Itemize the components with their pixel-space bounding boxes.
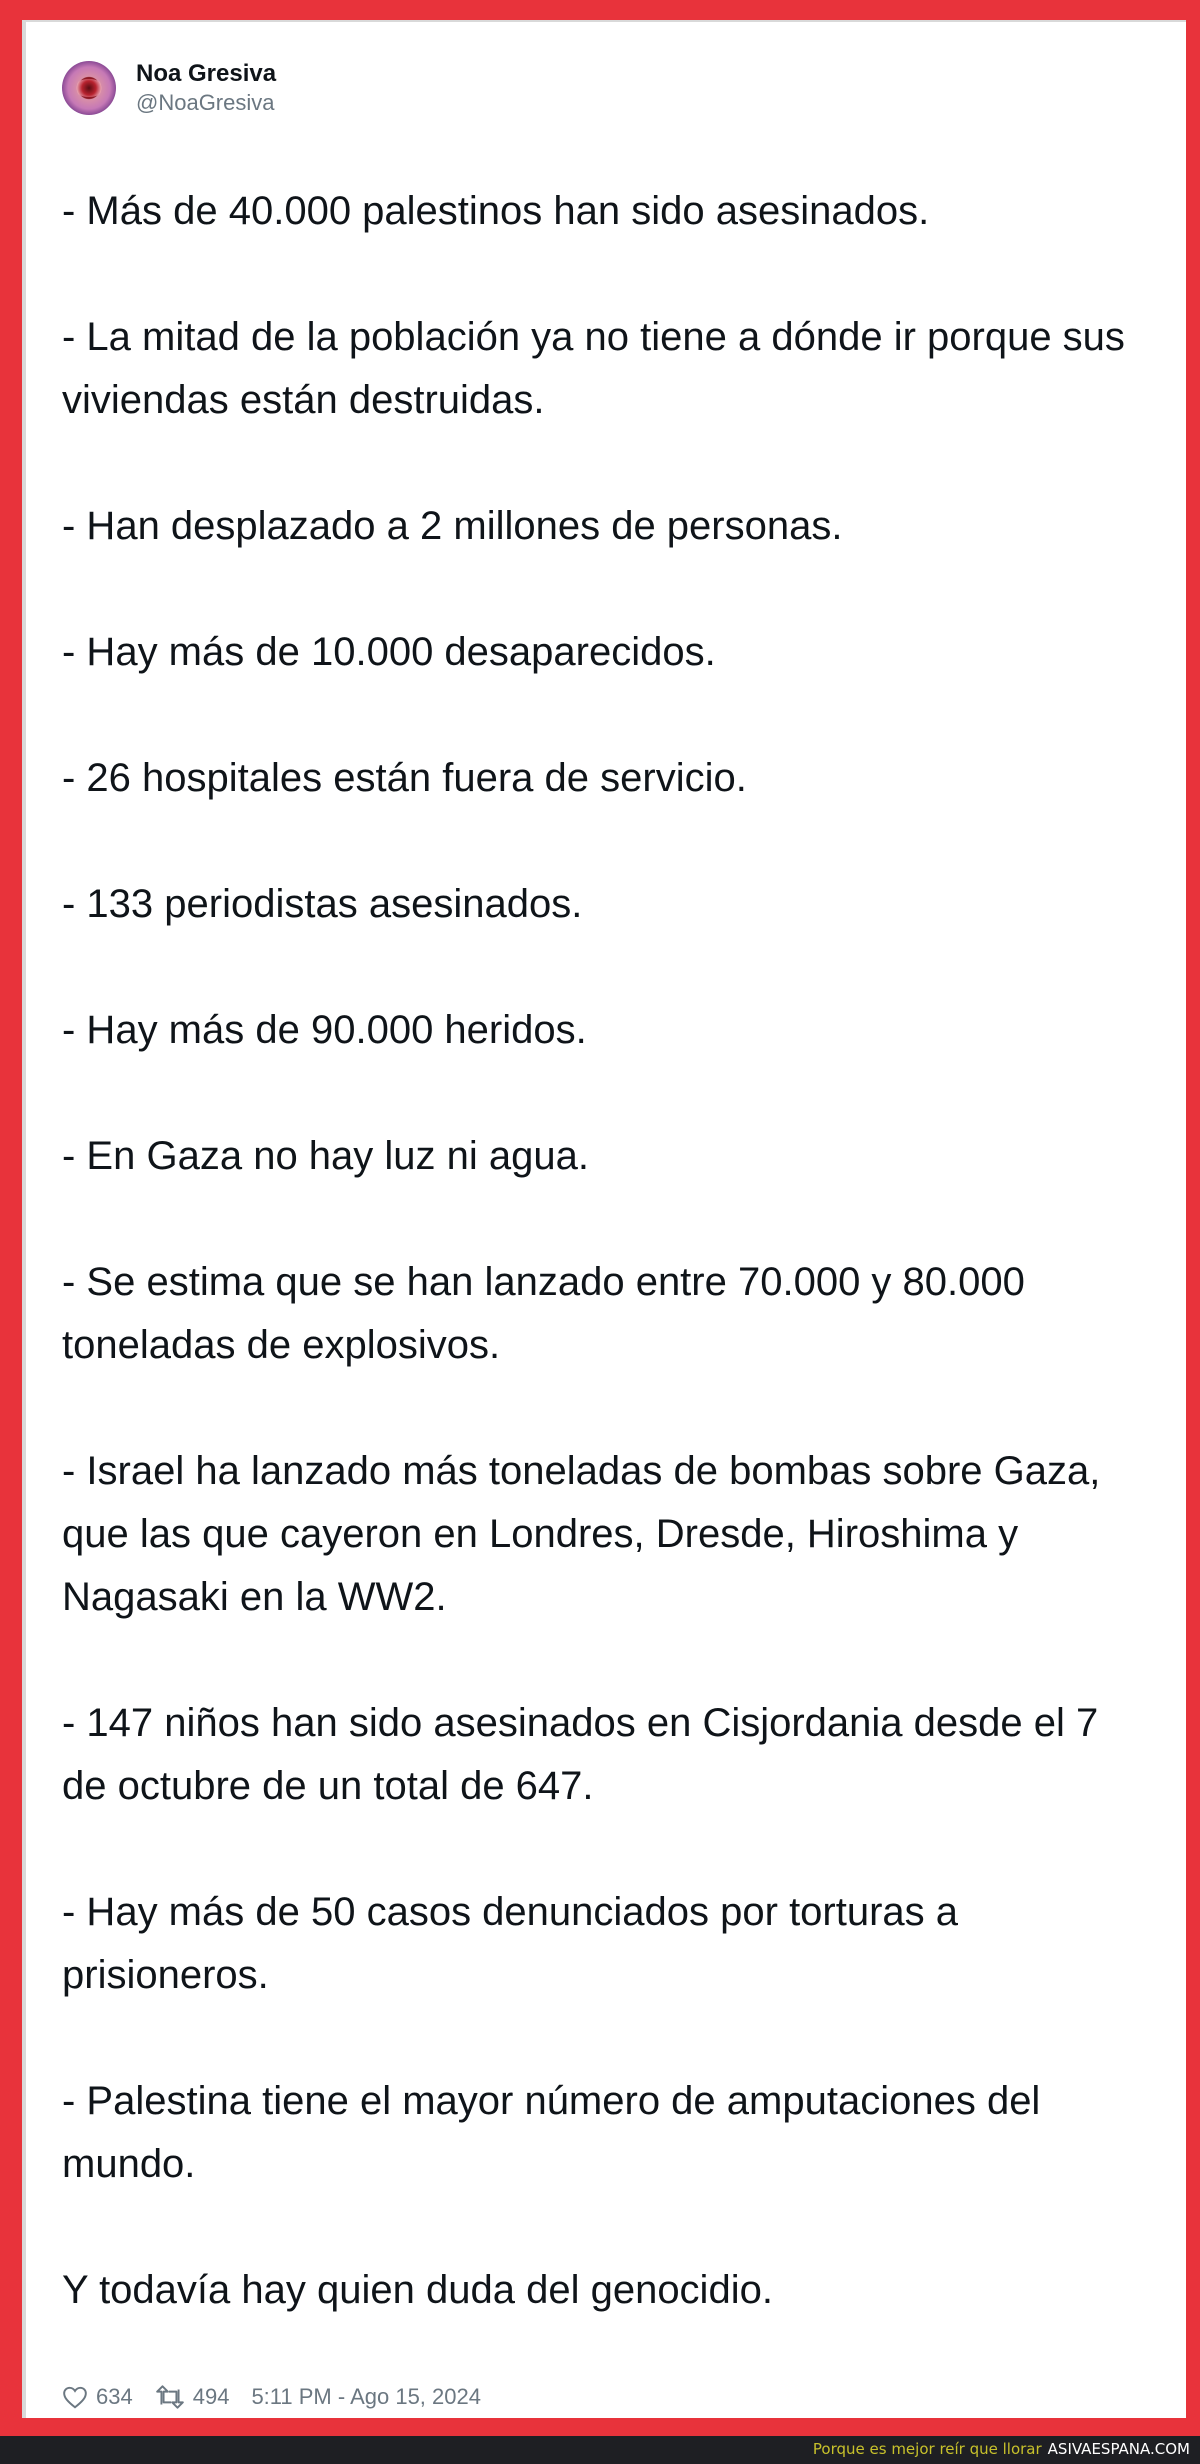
author-display-name[interactable]: Noa Gresiva [136,60,277,87]
like-count: 634 [96,2384,133,2409]
retweet-icon [155,2385,185,2409]
like-button[interactable] [62,2384,133,2410]
tweet-paragraph: - 133 periodistas asesinados. [62,882,583,926]
tweet-footer [62,2384,481,2410]
tweet-paragraph: - Palestina tiene el mayor número de amputaciones del mundo. [62,2079,1041,2186]
tweet-paragraph: - En Gaza no hay luz ni agua. [62,1134,589,1178]
author-names [136,59,276,117]
tweet-paragraph: - 147 niños han sido asesinados en Cisjordania desde el 7 de octubre de un total de 647. [62,1701,1099,1808]
tweet-card [22,20,1186,2418]
heart-icon [62,2385,88,2409]
watermark-tagline: Porque es mejor reír que llorar [812,2440,1042,2458]
tweet-paragraph: - Hay más de 10.000 desaparecidos. [62,630,716,674]
tweet-paragraph: - Hay más de 50 casos denunciados por torturas a prisioneros. [62,1890,959,1997]
retweet-button[interactable] [155,2384,230,2410]
author-handle[interactable]: @NoaGresiva [136,90,275,115]
tweet-paragraph: - 26 hospitales están fuera de servicio. [62,756,747,800]
tweet-paragraph: - Han desplazado a 2 millones de personas. [62,504,843,548]
retweet-count: 494 [192,2384,230,2409]
tweet-timestamp[interactable]: 5:11 PM - Ago 15, 2024 [251,2384,481,2409]
watermark-text [813,2440,1190,2458]
tweet-paragraph: - Hay más de 90.000 heridos. [62,1008,587,1052]
tweet-header [62,58,276,118]
tweet-paragraph: - Más de 40.000 palestinos han sido asesinados. [62,189,930,233]
tweet-paragraph: - Se estima que se han lanzado entre 70.000 y 80.000 toneladas de explosivos. [62,1260,1025,1367]
watermark-bar [0,2436,1200,2464]
avatar[interactable] [62,61,116,115]
tweet-text [62,180,1142,2322]
tweet-paragraph: - La mitad de la población ya no tiene a dónde ir porque sus viviendas están destruidas. [62,315,1125,422]
tweet-paragraph: - Israel ha lanzado más toneladas de bombas sobre Gaza, que las que cayeron en Londres, Dresde, Hiroshima y Nagasaki en la WW2. [62,1449,1101,1619]
tweet-paragraph: Y todavía hay quien duda del genocidio. [62,2268,773,2312]
watermark-site[interactable]: ASIVAESPANA.COM [1047,2440,1190,2458]
